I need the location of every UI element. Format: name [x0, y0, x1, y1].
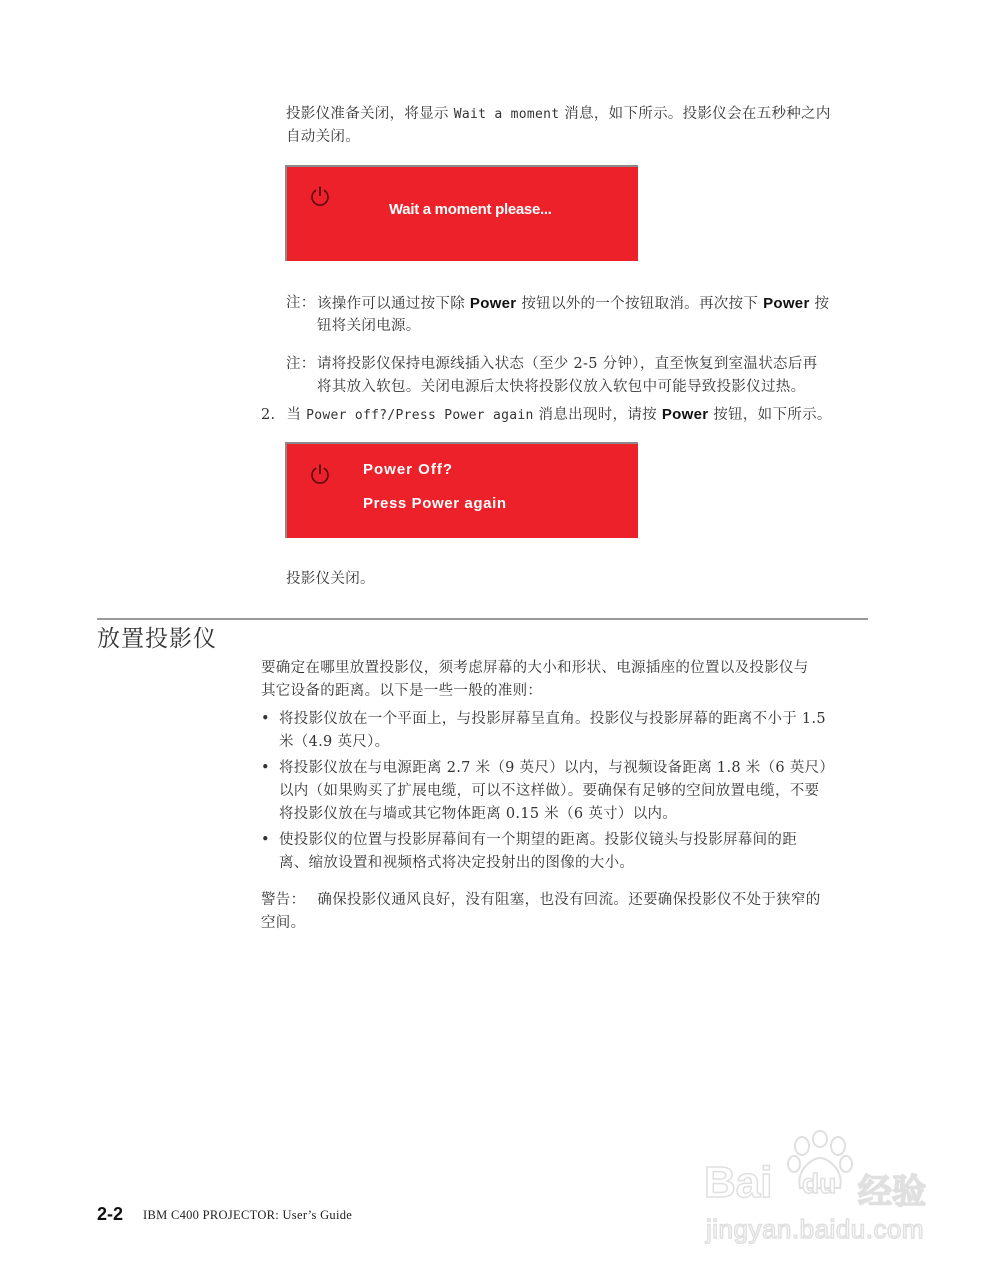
osd-power-off-box: [285, 442, 638, 538]
projector-off-text: 投影仪关闭。: [286, 571, 375, 587]
note-2-line-1: 请将投影仪保持电源线插入状态（至少 2-5 分钟），直至恢复到室温状态后再: [317, 356, 818, 372]
watermark-brand-bai: Bai: [704, 1158, 773, 1207]
step-number: 2.: [261, 407, 276, 423]
osd-wait-text: Wait a moment please...: [389, 201, 552, 218]
note-2: [286, 353, 876, 399]
osd-wait-message-box: [285, 165, 638, 261]
bullet-icon: •: [261, 711, 270, 727]
bullet-item: • 将投影仪放在与电源距离 2.7 米（9 英尺）以内，与视频设备距离 1.8 米（6 英尺） 以内（如果购买了扩展电缆，可以不这样做）。要确保有足够的空间放置电缆，不要 将投影仪放在与墙或其它物体距离 0.15 米（6 英寸）以内。: [261, 757, 876, 826]
section-intro: 要确定在哪里放置投影仪，须考虑屏幕的大小和形状、电源插座的位置以及投影仪与 其它设备的距离。以下是一些一般的准则：: [261, 660, 809, 699]
watermark-brand-du: du: [802, 1168, 837, 1199]
watermark-brand-cn: 经验: [858, 1173, 926, 1211]
power-keyword: Power: [661, 406, 709, 423]
osd-power-off-line-1: Power Off?: [363, 461, 454, 478]
watermark-url: jingyan.baidu.com: [706, 1214, 925, 1244]
note-1-line-1: 该操作可以通过按下除 Power 按钮以外的一个按钮取消。再次按下 Power 按: [317, 295, 830, 312]
section-title: 放置投影仪: [97, 626, 217, 652]
power-icon: [309, 185, 331, 207]
power-keyword: Power: [469, 295, 517, 312]
intro-line-1: 投影仪准备关闭，将显示 Wait a moment 消息，如下所示。投影仪会在五秒种之内: [286, 106, 831, 122]
note-1: [286, 292, 876, 338]
bullet-item: • 使投影仪的位置与投影屏幕间有一个期望的距离。投影仪镜头与投影屏幕间的距 离、缩放设置和视频格式将决定投射出的图像的大小。: [261, 829, 876, 875]
bullet-icon: •: [261, 760, 270, 776]
baidu-watermark: [700, 1130, 940, 1250]
page-number: 2-2: [97, 1204, 124, 1224]
intro-line-2: 自动关闭。: [286, 129, 360, 145]
power-icon: [309, 463, 331, 485]
osd-power-off-line-2: Press Power again: [363, 495, 507, 512]
note-1-line-2: 钮将关闭电源。: [317, 318, 421, 334]
code-power-off-message: Power off?/Press Power again: [306, 408, 534, 423]
step-2: 2. 当 Power off?/Press Power again 消息出现时，请按 Power 按钮，如下所示。: [261, 406, 832, 423]
intro-paragraph: [286, 103, 876, 149]
note-2-line-2: 将其放入软包。关闭电源后太快将投影仪放入软包中可能导致投影仪过热。: [317, 379, 806, 395]
footer-title: IBM C400 PROJECTOR: User’s Guide: [143, 1208, 353, 1222]
note-1-label: 注：: [286, 295, 316, 311]
bullet-icon: •: [261, 832, 270, 848]
power-keyword: Power: [763, 295, 810, 312]
bullet-item: • 将投影仪放在一个平面上，与投影屏幕呈直角。投影仪与投影屏幕的距离不小于 1.5 米（4.9 英尺）。: [261, 708, 876, 754]
warning-label: 警告：: [261, 892, 306, 908]
code-wait-a-moment: Wait a moment: [453, 107, 560, 122]
note-2-label: 注：: [286, 356, 316, 372]
warning-paragraph: 警告： 确保投影仪通风良好，没有阻塞，也没有回流。还要确保投影仪不处于狭窄的 空间。: [261, 892, 821, 931]
